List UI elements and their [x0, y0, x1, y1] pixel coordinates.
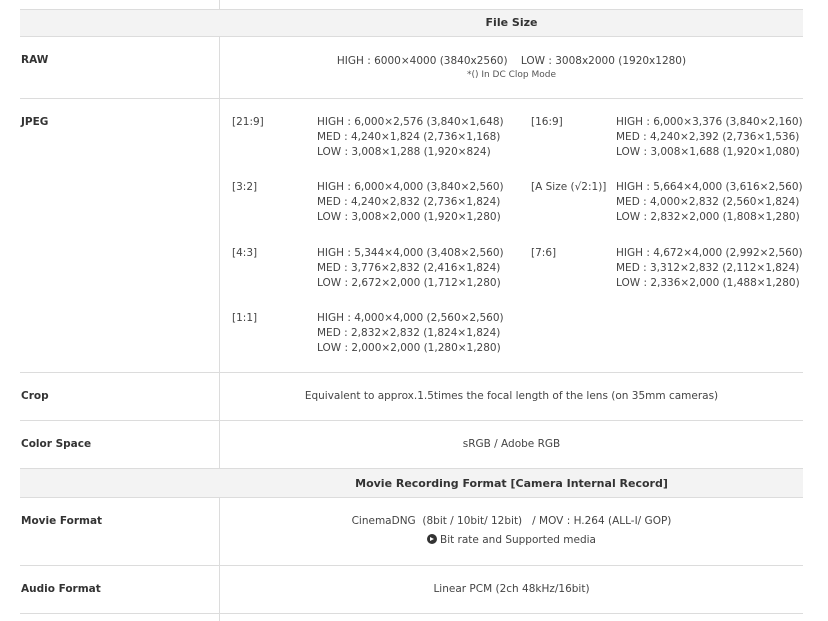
jpeg-size-high: HIGH : 6,000×2,576 (3,840×1,648) [317, 116, 504, 128]
jpeg-size-list [616, 246, 803, 291]
crop-value: Equivalent to approx.1.5times the focal length of the lens (on 35mm cameras) [304, 390, 719, 402]
jpeg-size-high: HIGH : 5,344×4,000 (3,408×2,560) [317, 247, 504, 259]
jpeg-size-med: MED : 4,240×1,824 (2,736×1,168) [317, 131, 501, 143]
jpeg-size-med: MED : 4,240×2,392 (2,736×1,536) [616, 131, 800, 143]
jpeg-aspect-label: [1:1] [232, 312, 258, 324]
jpeg-size-med: MED : 3,776×2,832 (2,416×1,824) [317, 262, 501, 274]
jpeg-aspect-label: [21:9] [232, 116, 264, 128]
jpeg-size-list [616, 180, 803, 225]
color-space-value: sRGB / Adobe RGB [462, 438, 561, 450]
divider [20, 372, 803, 373]
row-label-raw: RAW [21, 54, 49, 66]
jpeg-size-low: LOW : 2,000×2,000 (1,280×1,280) [317, 342, 501, 354]
divider [20, 36, 803, 37]
jpeg-size-list [317, 246, 504, 291]
bit-rate-link-row [220, 534, 803, 546]
row-label-crop: Crop [21, 390, 49, 402]
column-divider [219, 0, 220, 9]
jpeg-size-low: LOW : 3,008×1,688 (1,920×1,080) [616, 146, 800, 158]
jpeg-size-high: HIGH : 4,672×4,000 (2,992×2,560) [616, 247, 803, 259]
bit-rate-link[interactable] [427, 534, 596, 546]
jpeg-size-high: HIGH : 6,000×3,376 (3,840×2,160) [616, 116, 803, 128]
audio-format-value: Linear PCM (2ch 48kHz/16bit) [433, 583, 590, 595]
jpeg-size-low: LOW : 3,008×2,000 (1,920×1,280) [317, 211, 501, 223]
jpeg-size-low: LOW : 3,008×1,288 (1,920×824) [317, 146, 491, 158]
jpeg-aspect-label: [A Size (√2:1)] [531, 181, 607, 193]
divider [20, 98, 803, 99]
jpeg-size-med: MED : 3,312×2,832 (2,112×1,824) [616, 262, 800, 274]
jpeg-size-med: MED : 2,832×2,832 (1,824×1,824) [317, 327, 501, 339]
movie-format-value: CinemaDNG (8bit / 10bit/ 12bit) / MOV : H.264 (ALL-I/ GOP) [351, 515, 672, 527]
jpeg-aspect-label: [4:3] [232, 247, 258, 259]
jpeg-size-med: MED : 4,000×2,832 (2,560×1,824) [616, 196, 800, 208]
raw-note: *() In DC Clop Mode [466, 70, 557, 80]
bit-rate-link-label: Bit rate and Supported media [439, 534, 596, 546]
divider [20, 497, 803, 498]
jpeg-size-med: MED : 4,240×2,832 (2,736×1,824) [317, 196, 501, 208]
jpeg-size-list [616, 115, 803, 160]
jpeg-aspect-label: [7:6] [531, 247, 557, 259]
row-label-audio-format: Audio Format [21, 583, 101, 595]
jpeg-size-low: LOW : 2,832×2,000 (1,808×1,280) [616, 211, 800, 223]
divider [20, 565, 803, 566]
jpeg-aspect-label: [3:2] [232, 181, 258, 193]
jpeg-size-high: HIGH : 4,000×4,000 (2,560×2,560) [317, 312, 504, 324]
jpeg-size-list [317, 180, 504, 225]
row-label-jpeg: JPEG [21, 116, 49, 128]
jpeg-size-list [317, 115, 504, 160]
column-divider [219, 37, 220, 98]
column-divider [219, 614, 220, 621]
jpeg-aspect-label: [16:9] [531, 116, 563, 128]
column-divider [219, 99, 220, 372]
row-label-movie-format: Movie Format [21, 515, 103, 527]
jpeg-size-high: HIGH : 6,000×4,000 (3,840×2,560) [317, 181, 504, 193]
divider [20, 613, 803, 614]
play-circle-icon [427, 534, 437, 544]
jpeg-size-low: LOW : 2,336×2,000 (1,488×1,280) [616, 277, 800, 289]
column-divider [219, 498, 220, 565]
section-header-file-size: File Size [485, 16, 538, 29]
row-label-color-space: Color Space [21, 438, 92, 450]
raw-size-line: HIGH : 6000×4000 (3840x2560) LOW : 3008x2000 (1920x1280) [336, 55, 687, 67]
section-header-movie: Movie Recording Format [Camera Internal Record] [355, 477, 668, 490]
jpeg-size-high: HIGH : 5,664×4,000 (3,616×2,560) [616, 181, 803, 193]
jpeg-size-list [317, 311, 504, 356]
jpeg-size-low: LOW : 2,672×2,000 (1,712×1,280) [317, 277, 501, 289]
divider [20, 420, 803, 421]
